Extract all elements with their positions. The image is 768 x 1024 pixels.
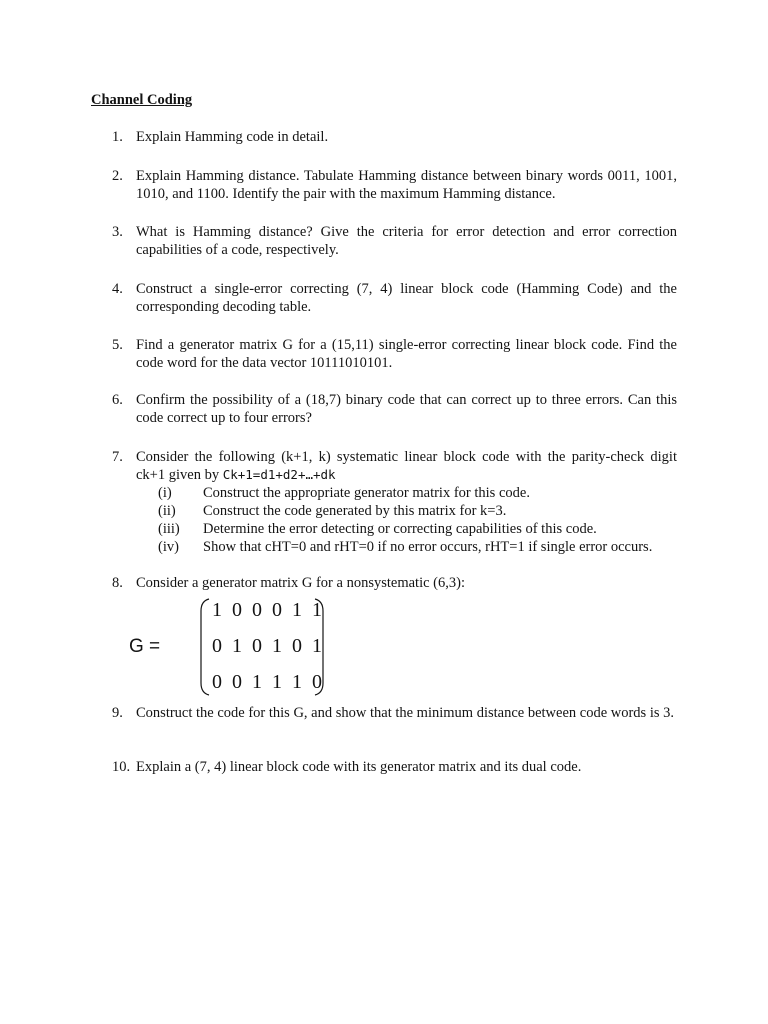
section-heading: Channel Coding xyxy=(91,92,193,108)
generator-matrix xyxy=(200,597,324,697)
question-number: 2. xyxy=(112,168,123,184)
parity-formula: Ck+1=d1+d2+…+dk xyxy=(222,467,336,482)
question-1 xyxy=(112,128,677,146)
question-text: Confirm the possibility of a (18,7) binary code that can correct up to three errors. Can this code correct up to four errors? xyxy=(136,392,677,426)
subitem-iv xyxy=(158,538,678,556)
question-7 xyxy=(112,448,677,484)
question-number: 7. xyxy=(112,449,123,465)
question-8 xyxy=(112,574,677,592)
question-text: Find a generator matrix G for a (15,11) single-error correcting linear block code. Find the code word for the data vector 10111010101. xyxy=(136,337,677,371)
question-number: 9. xyxy=(112,705,123,721)
question-text: Construct a single-error correcting (7, 4) linear block code (Hamming Code) and the corresponding decoding table. xyxy=(136,281,677,315)
question-7-line-2 xyxy=(136,466,677,484)
question-text: Explain Hamming code in detail. xyxy=(136,129,329,145)
question-7-line-1: Consider the following (k+1, k) systematic linear block code with the parity-check digit xyxy=(136,449,677,465)
question-number: 8. xyxy=(112,575,123,591)
matrix-row-3: 0 0 1 1 1 0 xyxy=(212,671,325,693)
question-4 xyxy=(112,280,677,316)
question-3 xyxy=(112,223,677,259)
subitem-text: Show that cHT=0 and rHT=0 if no error occurs, rHT=1 if single error occurs. xyxy=(203,539,653,555)
subitem-i xyxy=(158,484,678,502)
question-2 xyxy=(112,167,677,203)
question-text: Consider a generator matrix G for a nonsystematic (6,3): xyxy=(136,575,465,591)
question-text: Explain a (7, 4) linear block code with its generator matrix and its dual code. xyxy=(136,759,582,775)
subitem-roman: (ii) xyxy=(158,503,176,519)
matrix-label: G = xyxy=(129,636,161,657)
question-text: Construct the code for this G, and show that the minimum distance between code words is 3. xyxy=(136,705,675,721)
question-number: 3. xyxy=(112,224,123,240)
subitem-roman: (iii) xyxy=(158,521,180,537)
question-number: 6. xyxy=(112,392,123,408)
question-number: 10. xyxy=(112,759,131,775)
question-9 xyxy=(112,704,677,740)
question-text xyxy=(136,448,677,484)
question-number: 1. xyxy=(112,129,123,145)
question-number: 5. xyxy=(112,337,123,353)
question-number: 4. xyxy=(112,281,123,297)
question-7-prefix: ck+1 given by xyxy=(136,467,223,483)
matrix-row-1: 1 0 0 0 1 1 xyxy=(212,599,325,621)
subitem-iii xyxy=(158,520,678,538)
question-10 xyxy=(112,758,677,776)
subitem-text: Determine the error detecting or correcting capabilities of this code. xyxy=(203,521,597,537)
question-text: Explain Hamming distance. Tabulate Hamming distance between binary words 0011, 1001, 1010, and 1100. Identify the pair with the maximum Hamming distance. xyxy=(136,168,677,202)
question-5 xyxy=(112,336,677,372)
subitem-roman: (iv) xyxy=(158,539,179,555)
subitem-roman: (i) xyxy=(158,485,172,501)
subitem-text: Construct the code generated by this matrix for k=3. xyxy=(203,503,507,519)
matrix-row-2: 0 1 0 1 0 1 xyxy=(212,635,325,657)
subitem-text: Construct the appropriate generator matrix for this code. xyxy=(203,485,530,501)
question-text: What is Hamming distance? Give the criteria for error detection and error correction capabilities of a code, respectively. xyxy=(136,224,677,258)
subitem-ii xyxy=(158,502,678,520)
question-6 xyxy=(112,391,677,427)
